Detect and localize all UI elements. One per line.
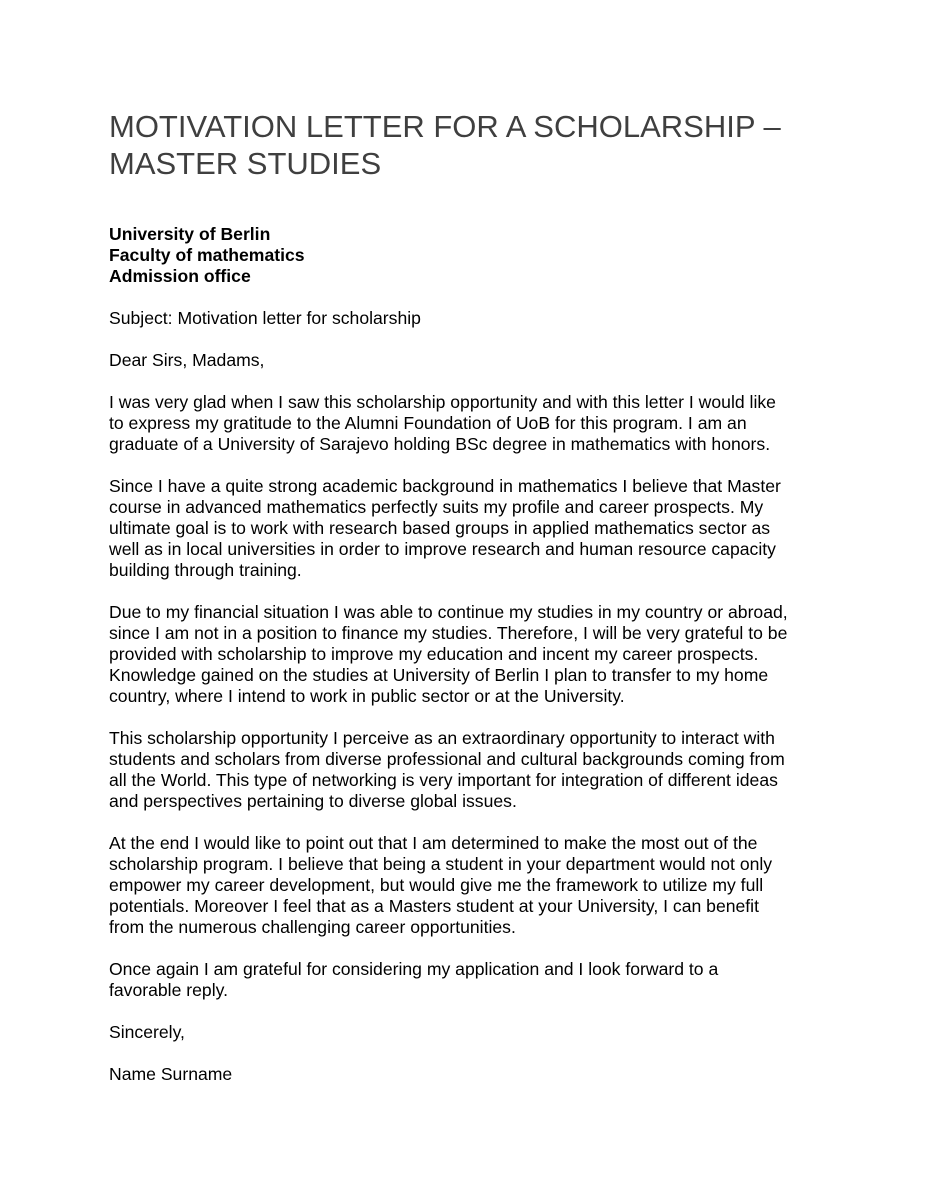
- document-title: [109, 108, 869, 182]
- letter-body: [109, 224, 869, 1106]
- subject-text: Subject: Motivation letter for scholarship: [109, 308, 421, 328]
- paragraph-line: potentials. Moreover I feel that as a Masters student at your University, I can benefit: [109, 896, 759, 916]
- signature: [109, 1064, 869, 1085]
- closing-text: Sincerely,: [109, 1022, 185, 1042]
- paragraph-line: I was very glad when I saw this scholarship opportunity and with this letter I would like: [109, 392, 776, 412]
- paragraph-line: Since I have a quite strong academic background in mathematics I believe that Master: [109, 476, 781, 496]
- paragraph-line: well as in local universities in order to improve research and human resource capacity: [109, 539, 776, 559]
- paragraph-line: At the end I would like to point out that I am determined to make the most out of the: [109, 833, 758, 853]
- paragraph-line: ultimate goal is to work with research based groups in applied mathematics sector as: [109, 518, 771, 538]
- paragraph-line: and perspectives pertaining to diverse global issues.: [109, 791, 517, 811]
- recipient-office: Admission office: [109, 266, 251, 286]
- paragraph-6: [109, 959, 869, 1001]
- closing: [109, 1022, 869, 1043]
- paragraph-line: graduate of a University of Sarajevo holding BSc degree in mathematics with honors.: [109, 434, 771, 454]
- paragraph-4: [109, 728, 869, 812]
- title-line-2: MASTER STUDIES: [109, 146, 382, 181]
- paragraph-line: from the numerous challenging career opportunities.: [109, 917, 516, 937]
- paragraph-line: country, where I intend to work in public sector or at the University.: [109, 686, 625, 706]
- subject-line: [109, 308, 869, 329]
- paragraph-line: all the World. This type of networking is very important for integration of different ideas: [109, 770, 778, 790]
- paragraph-line: students and scholars from diverse professional and cultural backgrounds coming from: [109, 749, 785, 769]
- paragraph-2: [109, 476, 869, 581]
- recipient-university: University of Berlin: [109, 224, 271, 244]
- paragraph-5: [109, 833, 869, 938]
- paragraph-line: empower my career development, but would give me the framework to utilize my full: [109, 875, 764, 895]
- paragraph-line: course in advanced mathematics perfectly suits my profile and career prospects. My: [109, 497, 764, 517]
- paragraph-line: Once again I am grateful for considering my application and I look forward to a: [109, 959, 719, 979]
- salutation: [109, 350, 869, 371]
- paragraph-line: favorable reply.: [109, 980, 228, 1000]
- paragraph-1: [109, 392, 869, 455]
- paragraph-line: This scholarship opportunity I perceive as an extraordinary opportunity to interact with: [109, 728, 775, 748]
- paragraph-line: scholarship program. I believe that being a student in your department would not only: [109, 854, 773, 874]
- title-line-1: MOTIVATION LETTER FOR A SCHOLARSHIP –: [109, 109, 781, 144]
- recipient-block: [109, 224, 869, 287]
- paragraph-3: [109, 602, 869, 707]
- paragraph-line: since I am not in a position to finance my studies. Therefore, I will be very grateful to be: [109, 623, 788, 643]
- paragraph-line: to express my gratitude to the Alumni Foundation of UoB for this program. I am an: [109, 413, 747, 433]
- paragraph-line: building through training.: [109, 560, 302, 580]
- salutation-text: Dear Sirs, Madams,: [109, 350, 265, 370]
- paragraph-line: Knowledge gained on the studies at University of Berlin I plan to transfer to my home: [109, 665, 769, 685]
- paragraph-line: Due to my financial situation I was able to continue my studies in my country or abroad,: [109, 602, 788, 622]
- recipient-faculty: Faculty of mathematics: [109, 245, 305, 265]
- paragraph-line: provided with scholarship to improve my education and incent my career prospects.: [109, 644, 759, 664]
- signature-name: Name Surname: [109, 1064, 233, 1084]
